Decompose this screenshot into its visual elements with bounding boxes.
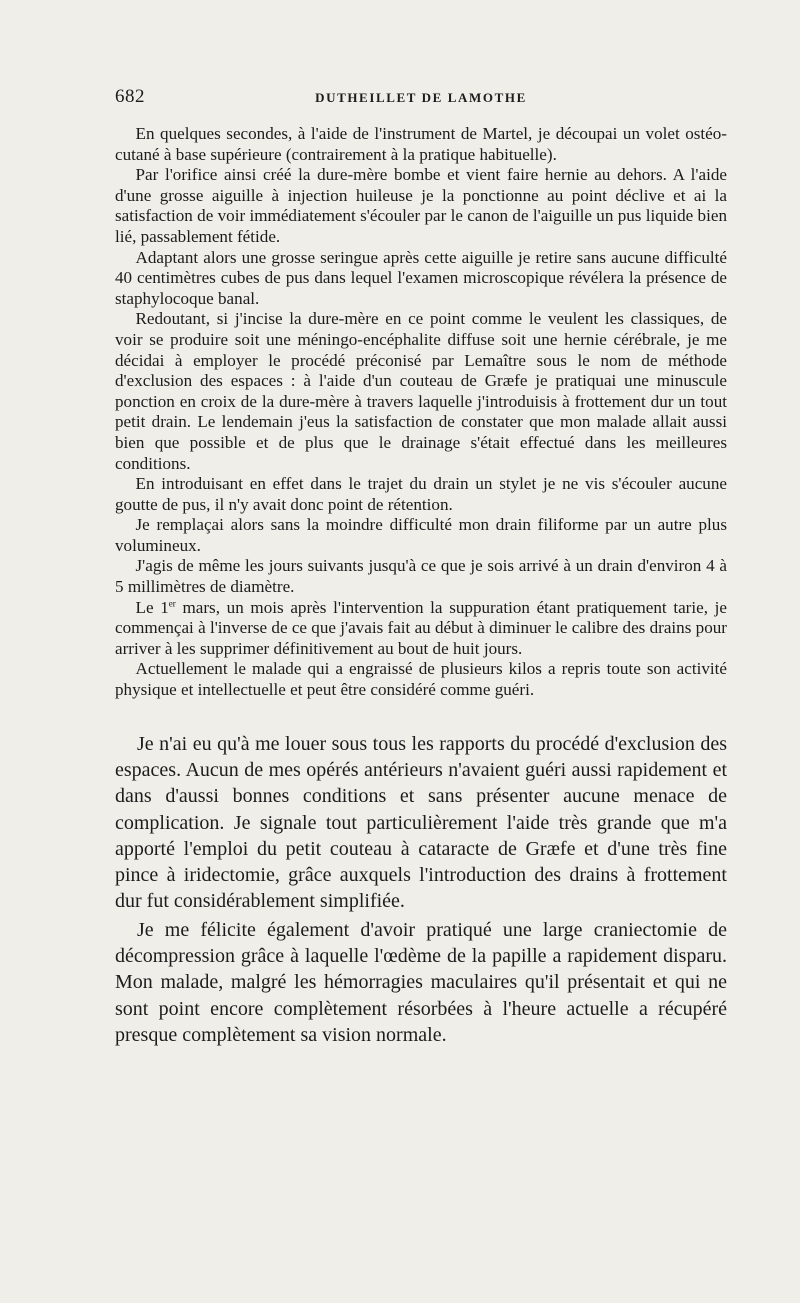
paragraph: En quelques secondes, à l'aide de l'instrument de Martel, je découpai un volet ostéo-cutané à base supérieure (contrairement à la pratique habituelle). xyxy=(115,124,727,164)
paragraph: Je n'ai eu qu'à me louer sous tous les rapports du procédé d'exclusion des espaces. Aucun de mes opérés antérieurs n'avaient guéri aussi rapidement et dans d'aussi bonnes conditions et sans présenter aucune menace de complication. Je signale tout particulièrement l'aide très grande que m'a apporté l'emploi du petit couteau à cataracte de Græfe et d'une très fine pince à iridectomie, grâce auxquels l'introduction des drains à frottement dur fut considérablement simplifiée. xyxy=(115,732,727,913)
march-text: mars, un mois après l'intervention la suppuration étant pratiquement tarie, je commençai à l'inverse de ce que j'avais fait au début à diminuer le calibre des drains pour arriver à les supprimer définitivement au bout de huit jours. xyxy=(115,597,727,658)
case-report-section xyxy=(115,124,727,701)
paragraph: Par l'orifice ainsi créé la dure-mère bombe et vient faire hernie au dehors. A l'aide d'une grosse aiguille à injection huileuse je la ponctionne au point déclive et ai la satisfaction de voir immédiatement s'écouler par le canon de l'aiguille un pus liquide bien lié, passablement fétide. xyxy=(115,165,727,246)
paragraph: En introduisant en effet dans le trajet du drain un stylet je ne vis s'écouler aucune goutte de pus, il n'y avait donc point de rétention. xyxy=(115,474,727,514)
paragraph: Je remplaçai alors sans la moindre difficulté mon drain filiforme par un autre plus volumineux. xyxy=(115,515,727,555)
march-prefix: Le 1 xyxy=(135,597,169,617)
march-superscript: er xyxy=(168,597,176,608)
paragraph-march xyxy=(115,598,727,660)
page-number: 682 xyxy=(115,86,145,107)
running-head: DUTHEILLET DE LAMOTHE xyxy=(315,90,527,105)
paragraph: Actuellement le malade qui a engraissé de plusieurs kilos a repris toute son activité physique et intellectuelle et peut être considéré comme guéri. xyxy=(115,659,727,700)
paragraph: J'agis de même les jours suivants jusqu'à ce que je sois arrivé à un drain d'environ 4 à 5 millimètres de diamètre. xyxy=(115,556,727,597)
page-body xyxy=(115,124,727,1048)
discussion-section xyxy=(115,731,727,1049)
paragraph: Je me félicite également d'avoir pratiqué une large craniectomie de décompression grâce à laquelle l'œdème de la papille a rapidement disparu. Mon malade, malgré les hémorragies maculaires qu'il présentait et qui ne sont point encore complètement résorbées à l'heure actuelle a récupéré presque complètement sa vision normale. xyxy=(115,918,727,1046)
paragraph: Adaptant alors une grosse seringue après cette aiguille je retire sans aucune difficulté 40 centimètres cubes de pus dans lequel l'examen microscopique révélera la présence de staphylocoque banal. xyxy=(115,247,727,308)
paragraph: Redoutant, si j'incise la dure-mère en ce point comme le veulent les classiques, de voir se produire soit une méningo-encéphalite diffuse soit une hernie cérébrale, je me décidai à employer le procédé préconisé par Lemaître sous le nom de méthode d'exclusion des espaces : à l'aide d'un couteau de Græfe je pratiquai une minuscule ponction en croix de la dure-mère à travers laquelle j'introduisis à frottement dur un tout petit drain. Le lendemain j'eus la satisfaction de constater que mon malade allait aussi bien que possible et de plus que le drainage s'était effectué dans les meilleures conditions. xyxy=(115,309,727,473)
section-gap xyxy=(115,701,727,731)
page-header xyxy=(115,86,727,112)
